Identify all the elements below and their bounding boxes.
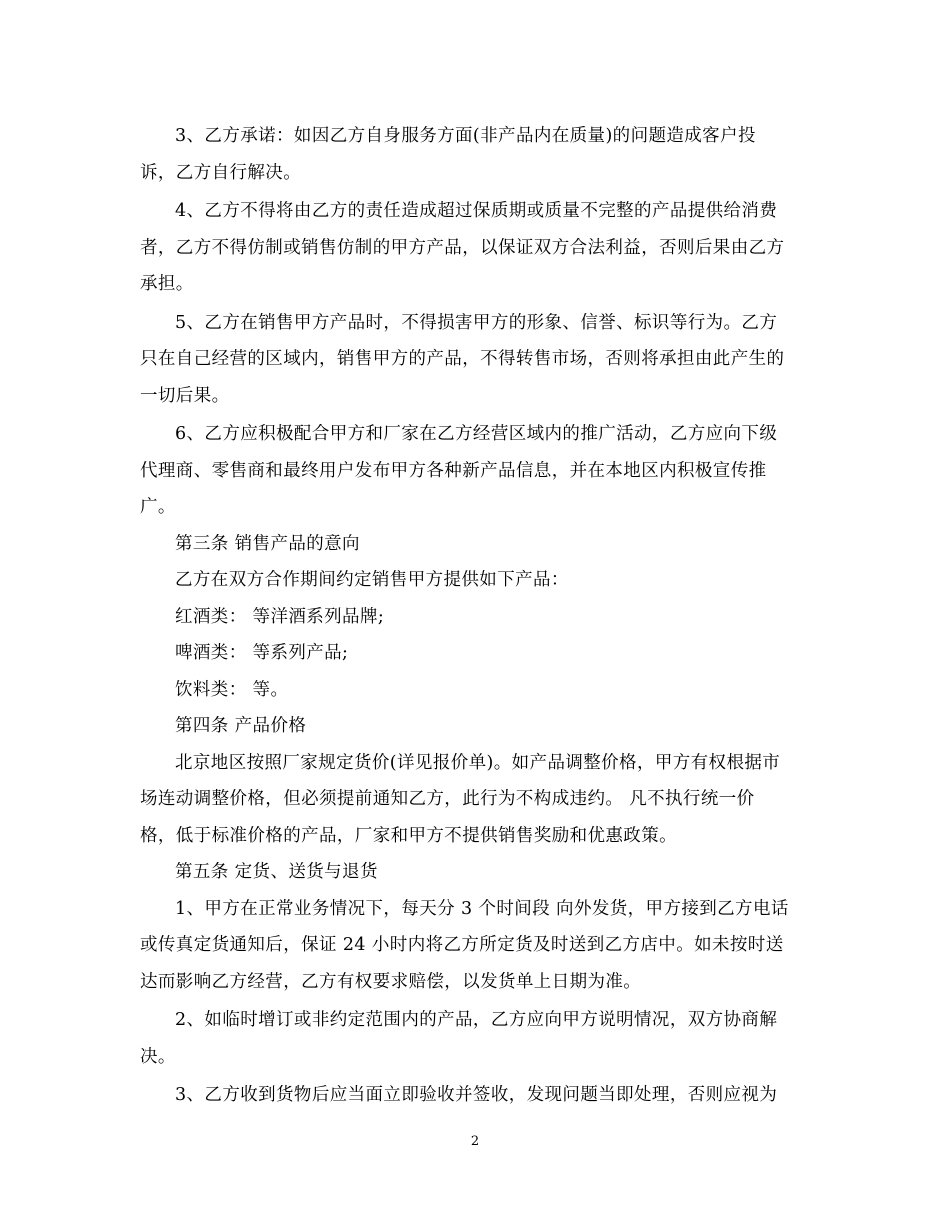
text-line: 承担。: [140, 274, 194, 294]
text-line: 2、如临时增订或非约定范围内的产品，乙方应向甲方说明情况，双方协商解: [175, 1010, 778, 1030]
paragraph-pricing: [140, 745, 816, 855]
text-line: 达而影响乙方经营，乙方有权要求赔偿，以发货单上日期为准。: [140, 971, 642, 992]
paragraph-clause-2-3: [140, 118, 816, 191]
page-number: 2: [470, 1134, 480, 1149]
text-line: 第四条 产品价格: [175, 716, 307, 736]
product-line-beer: [140, 635, 816, 672]
text-line: 格，低于标准价格的产品，厂家和甲方不提供销售奖励和优惠政策。: [140, 825, 677, 846]
text-line: 场连动调整价格，但必须提前通知乙方，此行为不构成违约。 凡不执行统一价: [140, 789, 755, 809]
text-line: 3、乙方承诺：如因乙方自身服务方面(非产品内在质量)的问题造成客户投: [175, 126, 756, 146]
text-line: 广。: [140, 497, 176, 517]
text-line: 5、乙方在销售甲方产品时，不得损害甲方的形象、信誉、标识等行为。乙方: [175, 312, 778, 333]
section-heading-article-5: [140, 854, 816, 891]
section-heading-article-3: [140, 526, 816, 563]
product-line-wine: [140, 599, 816, 636]
paragraph-clause-2-4: [140, 193, 816, 303]
text-line: 4、乙方不得将由乙方的责任造成超过保质期或质量不完整的产品提供给消费: [175, 201, 778, 221]
text-line: 诉，乙方自行解决。: [140, 162, 302, 183]
text-line: 只在自己经营的区域内，销售甲方的产品，不得转售市场，否则将承担由此产生的: [140, 349, 785, 369]
text-line: 饮料类： 等。: [175, 679, 289, 700]
paragraph-clause-5-3: [140, 1077, 816, 1114]
text-line: 决。: [140, 1046, 176, 1067]
paragraph-product-intent: [140, 562, 816, 599]
text-line: 一切后果。: [140, 385, 230, 406]
product-line-beverage: [140, 672, 816, 709]
text-line: 或传真定货通知后，保证 24 小时内将乙方所定货及时送到乙方店中。如未按时送: [140, 935, 784, 955]
text-line: 啤酒类： 等系列产品;: [175, 643, 349, 663]
section-heading-article-4: [140, 708, 816, 745]
paragraph-clause-5-1: [140, 891, 816, 1001]
text-line: 1、甲方在正常业务情况下，每天分 3 个时间段 向外发货，甲方接到乙方电话: [175, 898, 789, 919]
text-line: 北京地区按照厂家规定货价(详见报价单)。如产品调整价格，甲方有权根据市: [175, 752, 781, 773]
text-line: 代理商、零售商和最终用户发布甲方各种新产品信息，并在本地区内积极宣传推: [140, 460, 767, 481]
text-line: 第三条 销售产品的意向: [175, 533, 360, 554]
text-line: 红酒类： 等洋酒系列品牌;: [175, 606, 385, 627]
text-line: 6、乙方应积极配合甲方和厂家在乙方经营区域内的推广活动，乙方应向下级: [175, 424, 778, 444]
text-line: 第五条 定货、送货与退货: [175, 862, 378, 882]
paragraph-clause-2-6: [140, 416, 816, 526]
paragraph-clause-5-2: [140, 1002, 816, 1075]
text-line: 者，乙方不得仿制或销售仿制的甲方产品，以保证双方合法利益，否则后果由乙方: [140, 237, 785, 258]
text-line: 乙方在双方合作期间约定销售甲方提供如下产品：: [175, 570, 569, 590]
document-body: [140, 118, 816, 1114]
text-line: 3、乙方收到货物后应当面立即验收并签收，发现问题当即处理，否则应视为: [175, 1085, 778, 1105]
paragraph-clause-2-5: [140, 305, 816, 415]
